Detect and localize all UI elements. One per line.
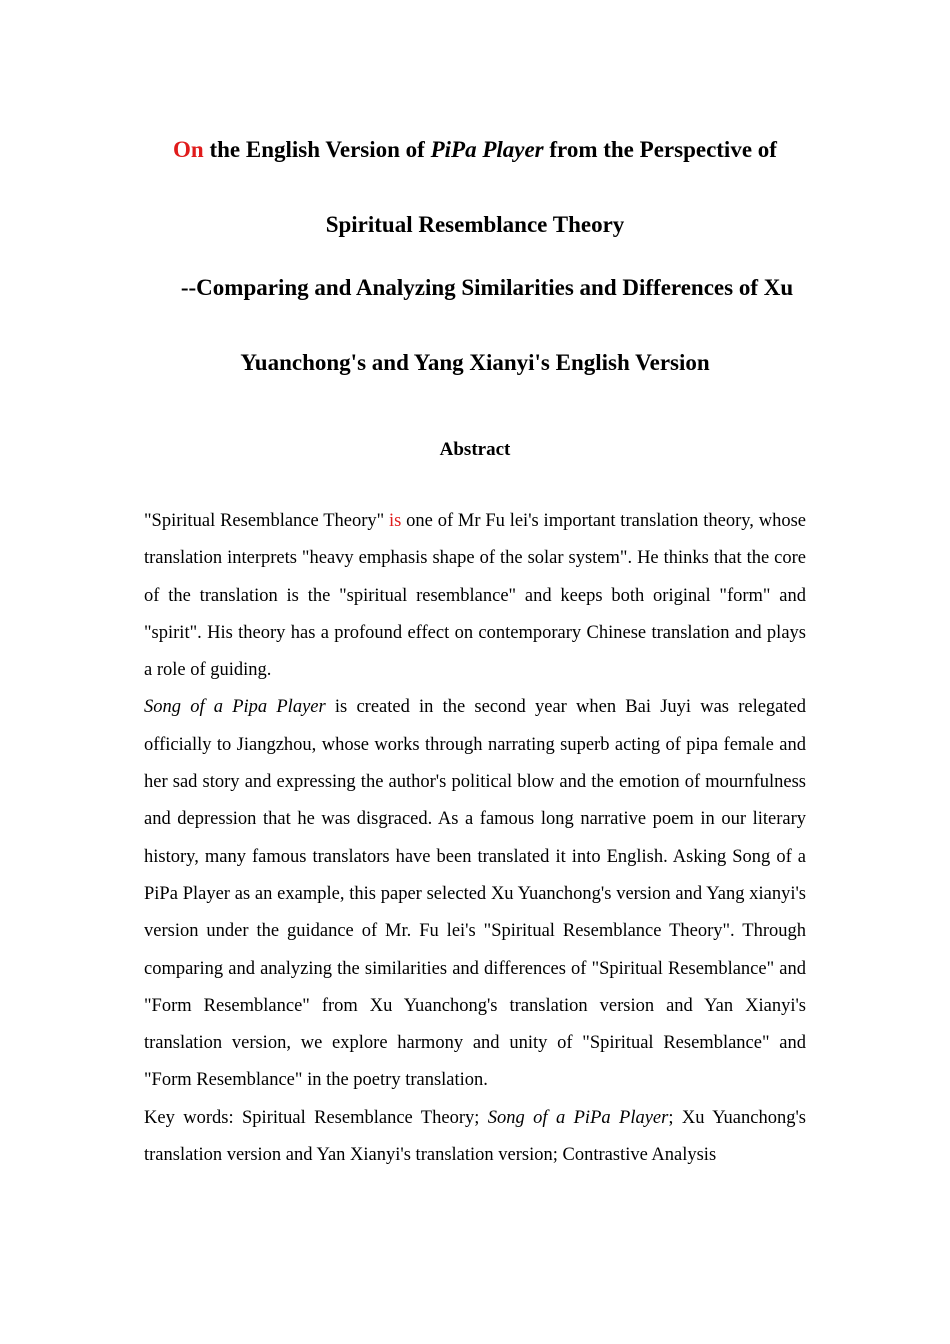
title-on-word: On [173,137,204,162]
paragraph-1-rest: one of Mr Fu lei's important translation theory, whose translation interprets "heavy emphasis shape of the solar system". He thinks that the core of the translation is the "spiritual resemblance" and keeps both original "form" and "spirit". His theory has a profound effect on contemporary Chinese translation and plays a role of guiding. [144,511,806,681]
highlighted-word-is: is [389,511,402,531]
key-words-rest: ; Xu Yuanchong's translation version and Yan Xianyi's translation version; Contrastive Analysis [144,1107,806,1166]
abstract-body [144,503,806,1174]
abstract-paragraph-1 [144,503,806,689]
key-words-work-title: Song of a PiPa Player [487,1107,669,1128]
abstract-heading: Abstract [439,439,511,460]
title-line-1-part-a: the English Version of [203,137,431,162]
key-words [144,1100,806,1174]
paragraph-2-work-title: Song of a Pipa Player [144,697,326,718]
subtitle-line-1: --Comparing and Analyzing Similarities and Differences of Xu [180,275,794,300]
title-work-name: PiPa Player [430,137,544,162]
abstract-paragraph-2 [144,689,806,1099]
key-words-label: Key words: Spiritual Resemblance Theory; [144,1107,488,1128]
subtitle-line-2: Yuanchong's and Yang Xianyi's English Version [240,350,710,375]
paragraph-2-rest: is created in the second year when Bai Juyi was relegated officially to Jiangzhou, whose works through narrating superb acting of pipa female and her sad story and expressing the author's political blow and the emotion of mournfulness and depression that he was disgraced. As a famous long narrative poem in our literary history, many famous translators have been translated it into English. Asking Song of a PiPa Player as an example, this paper selected Xu Yuanchong's version and Yang xianyi's version under the guidance of Mr. Fu lei's "Spiritual Resemblance Theory". Through comparing and analyzing the similarities and differences of "Spiritual Resemblance" and "Form Resemblance" from Xu Yuanchong's translation version and Yan Xianyi's translation version, we explore harmony and unity of "Spiritual Resemblance" and "Form Resemblance" in the poetry translation. [144,697,806,1091]
title-line-2: Spiritual Resemblance Theory [325,212,625,237]
paragraph-1-start: "Spiritual Resemblance Theory" [144,511,389,531]
title-line-1-part-b: from the Perspective of [543,137,777,162]
title-line-1 [0,135,950,165]
